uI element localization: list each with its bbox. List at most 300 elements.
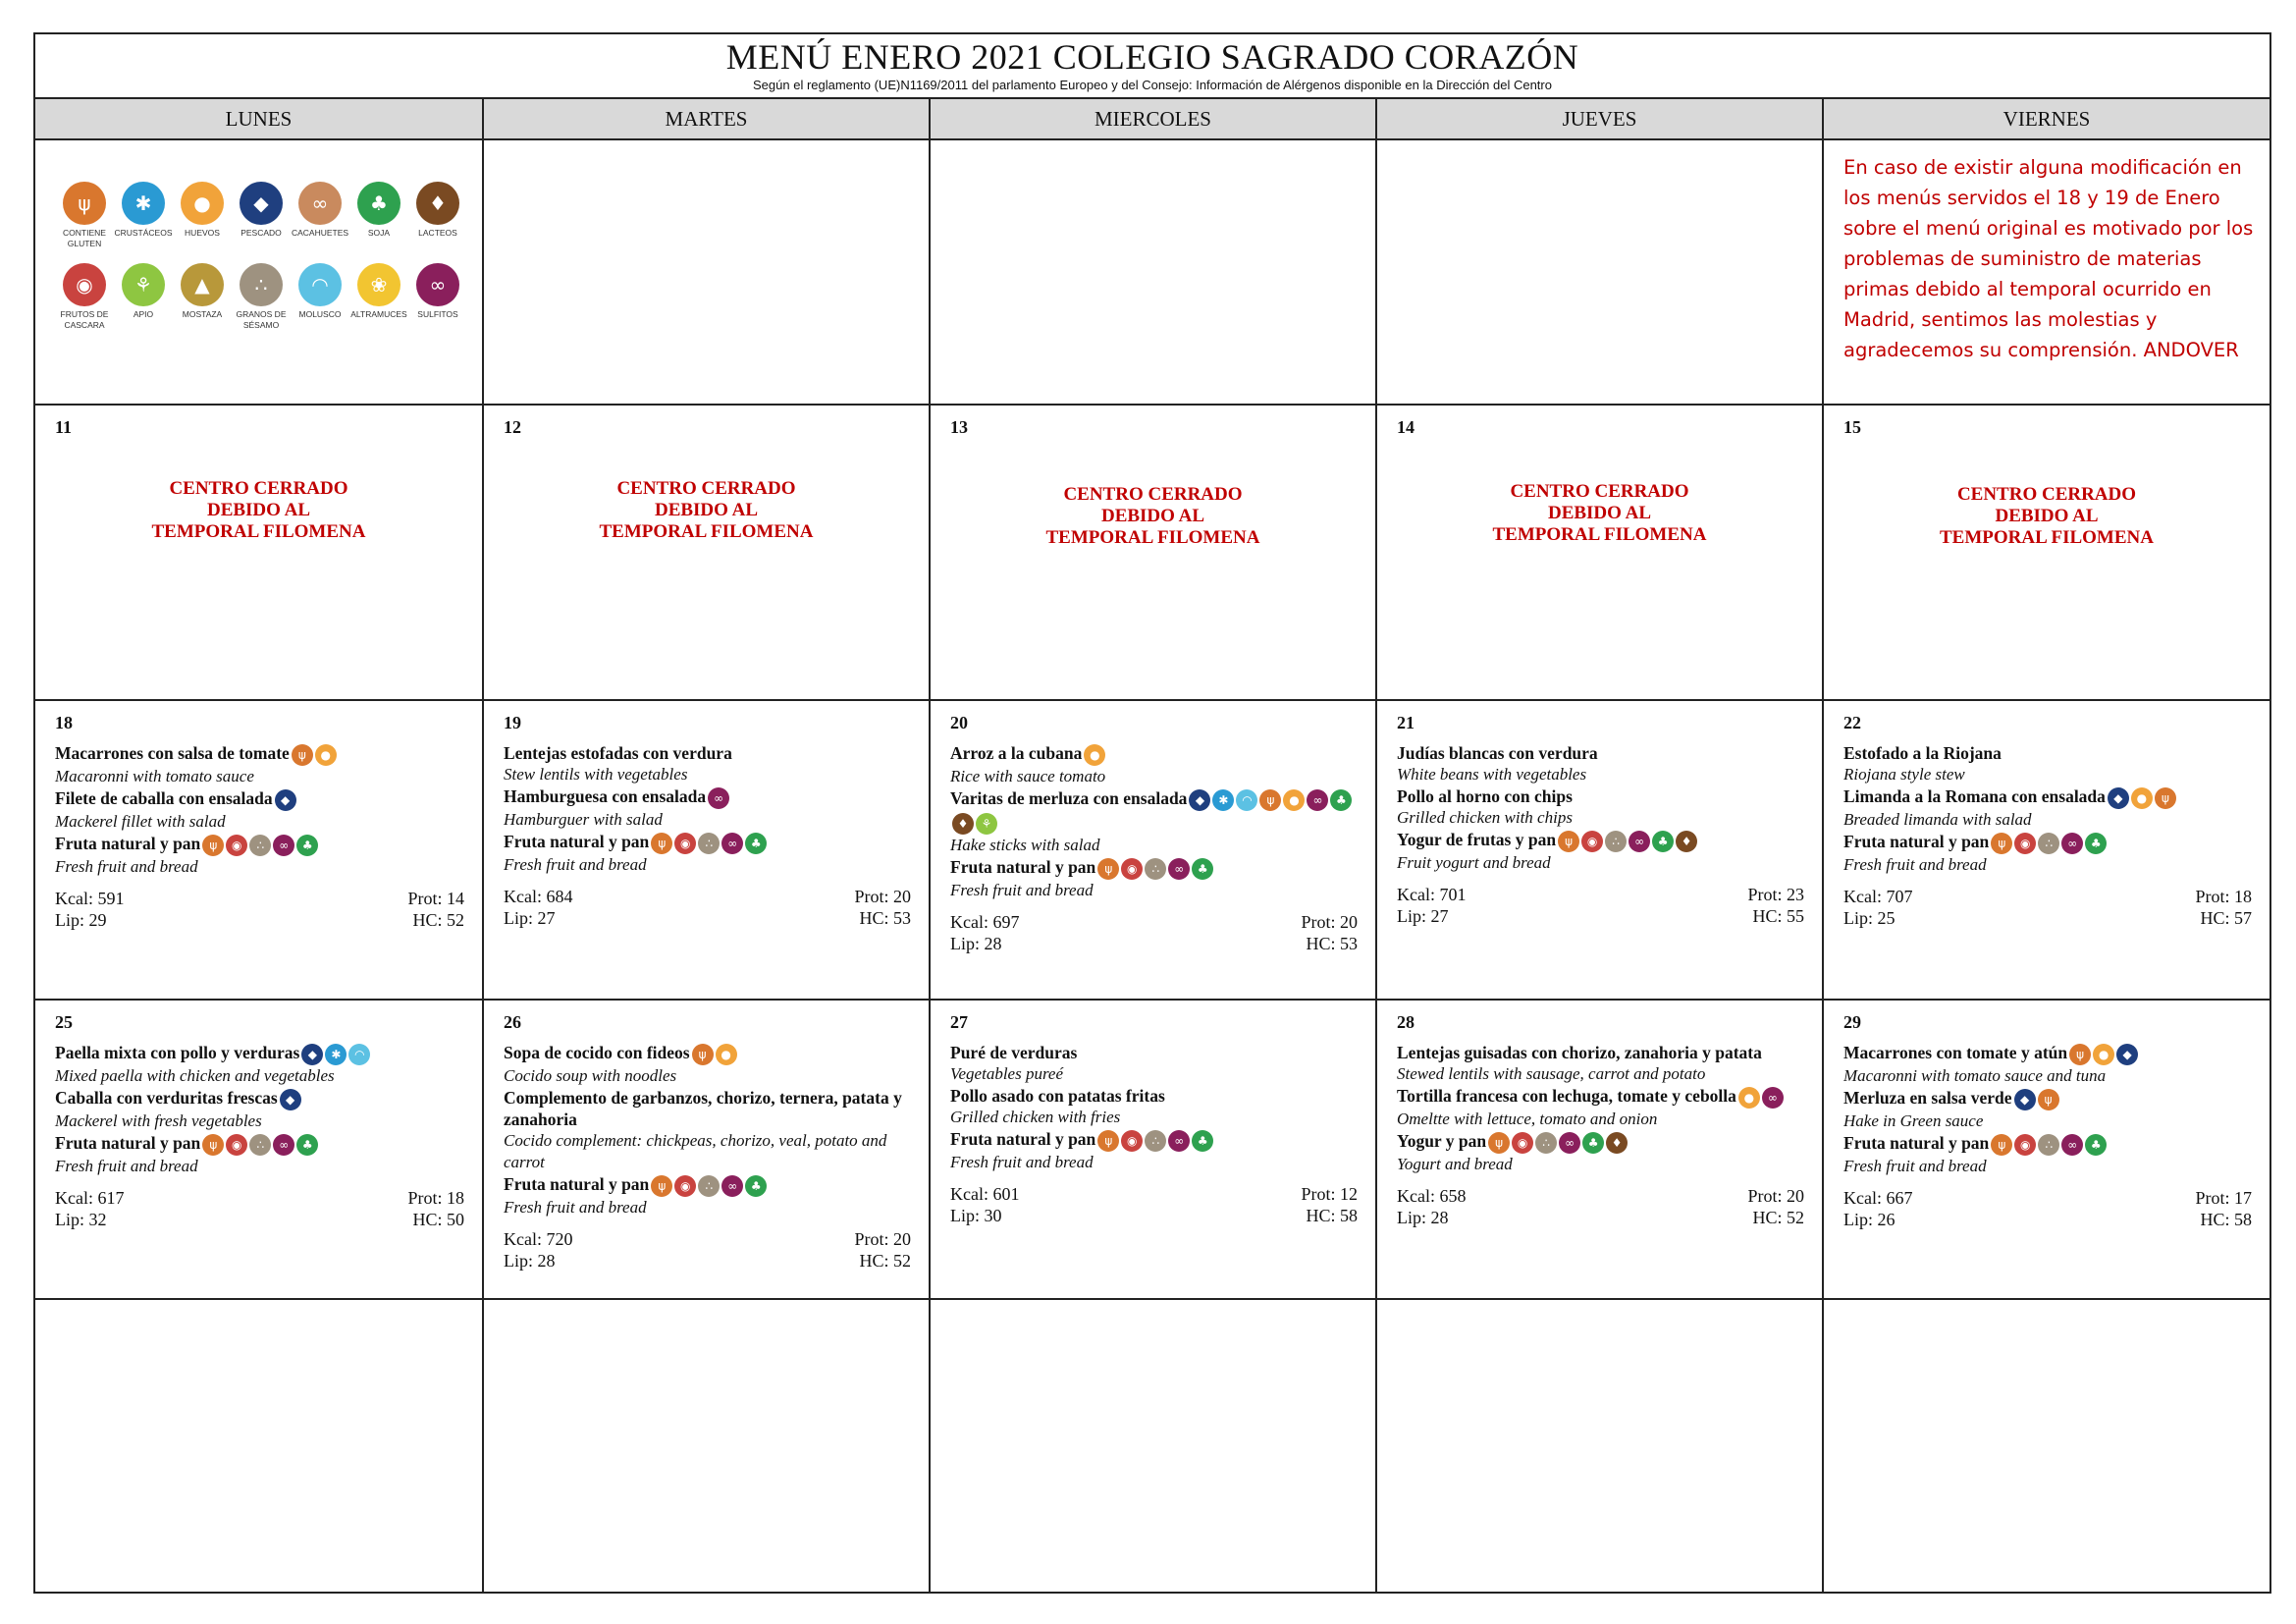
day-cell-closed	[484, 406, 931, 701]
dish-name-text: Sopa de cocido con fideos	[504, 1043, 690, 1062]
lip-value: 32	[88, 1210, 107, 1229]
prot-entry	[1301, 1183, 1358, 1205]
day-menu	[55, 742, 468, 878]
dish-name	[1397, 1130, 1808, 1154]
allergen-sulfitos-icon: ∞	[2061, 833, 2083, 854]
hc-value: 50	[447, 1210, 464, 1229]
nutrition-info	[55, 888, 464, 931]
allergen-frutos-icon: ◉	[1121, 1130, 1143, 1152]
hc-label: HC:	[859, 908, 889, 928]
lip-label: Lip:	[504, 908, 533, 928]
allergen-legend-item	[114, 263, 173, 331]
day-number: 12	[504, 417, 521, 437]
nutrition-row	[1843, 907, 2252, 929]
allergen-frutos-icon: ◉	[1121, 858, 1143, 880]
allergen-soja-icon: ♣	[1582, 1132, 1604, 1154]
prot-label: Prot:	[1747, 1186, 1783, 1206]
hc-value: 57	[2234, 908, 2252, 928]
allergen-legend-label: LACTEOS	[418, 228, 457, 238]
nutrition-row	[1843, 1209, 2252, 1230]
hc-entry	[859, 1250, 911, 1272]
allergen-soja-icon: ♣	[296, 835, 318, 856]
nutrition-row	[950, 933, 1358, 954]
allergen-huevos-icon: ●	[1084, 744, 1105, 766]
lip-entry	[55, 1209, 107, 1230]
nutrition-row	[55, 909, 464, 931]
allergen-huevos-icon: ●	[2131, 787, 2153, 809]
lip-label: Lip:	[1843, 908, 1873, 928]
prot-value: 18	[2234, 887, 2252, 906]
dish-name	[1843, 1087, 2256, 1110]
allergen-frutos-icon: ◉	[1512, 1132, 1533, 1154]
closed-line: TEMPORAL FILOMENA	[1492, 524, 1707, 545]
kcal-entry	[55, 888, 124, 909]
dish-name	[1843, 831, 2256, 854]
prot-label: Prot:	[854, 1229, 889, 1249]
weekday-header-lunes: LUNES	[35, 99, 484, 140]
nutrition-info	[55, 1187, 464, 1230]
dish-name	[1843, 742, 2256, 764]
dish-name	[950, 1085, 1362, 1107]
day-number: 11	[55, 417, 73, 437]
dish-translation: Yogurt and bread	[1397, 1154, 1513, 1173]
allergen-gluten-icon: ψ	[202, 835, 224, 856]
day-number: 21	[1397, 713, 1415, 732]
dish-name	[55, 833, 468, 856]
day-number: 27	[950, 1012, 968, 1032]
dish-name-text: Limanda a la Romana con ensalada	[1843, 786, 2106, 806]
day-number: 28	[1397, 1012, 1415, 1032]
allergen-legend-item	[349, 263, 408, 331]
day-cell	[35, 1001, 484, 1300]
allergen-legend-label: HUEVOS	[185, 228, 220, 238]
kcal-entry	[1397, 884, 1466, 905]
kcal-label: Kcal:	[1397, 885, 1435, 904]
dish-translation: Hake sticks with salad	[950, 835, 1100, 854]
allergen-frutos-icon: ◉	[2014, 1134, 2036, 1156]
nutrition-row	[504, 1228, 911, 1250]
allergen-sesamo-icon: ∴	[2038, 1134, 2059, 1156]
dish-translation: Fresh fruit and bread	[1843, 854, 1987, 874]
allergen-frutos-icon: ◉	[226, 835, 247, 856]
prot-value: 23	[1787, 885, 1804, 904]
dish-name-text: Judías blancas con verdura	[1397, 743, 1598, 763]
eggs-icon: ●	[181, 182, 224, 225]
dish-name-text: Macarrones con salsa de tomate	[55, 743, 290, 763]
allergen-soja-icon: ♣	[745, 1175, 767, 1197]
allergen-sulfitos-icon: ∞	[1307, 789, 1328, 811]
dish-translation: Vegetables pureé	[950, 1064, 1064, 1083]
lip-value: 28	[984, 934, 1002, 953]
lip-entry	[950, 933, 1002, 954]
dish-translation: Fresh fruit and bread	[504, 854, 647, 874]
day-menu	[1843, 742, 2256, 876]
hc-label: HC:	[2200, 908, 2230, 928]
allergen-gluten-icon: ψ	[2038, 1089, 2059, 1110]
dish-translation: Stew lentils with vegetables	[504, 765, 688, 784]
allergen-crustaceos-icon: ✱	[1212, 789, 1234, 811]
supply-notice-cell	[1824, 140, 2269, 406]
dish-translation: Stewed lentils with sausage, carrot and potato	[1397, 1064, 1706, 1083]
lip-value: 27	[1430, 906, 1449, 926]
shell-icon: ◠	[298, 263, 342, 306]
kcal-label: Kcal:	[1843, 887, 1882, 906]
allergen-legend-item	[349, 182, 408, 249]
sulfites-icon: ∞	[416, 263, 459, 306]
hc-label: HC:	[1306, 1206, 1336, 1225]
prot-entry	[1301, 911, 1358, 933]
dish-translation: Fruit yogurt and bread	[1397, 852, 1551, 872]
dish-name	[504, 742, 915, 764]
closed-line: TEMPORAL FILOMENA	[1045, 527, 1260, 548]
dish-name-text: Hamburguesa con ensalada	[504, 786, 707, 806]
allergen-pescado-icon: ◆	[301, 1044, 323, 1065]
nutrition-row	[950, 1205, 1358, 1226]
kcal-value: 591	[97, 889, 125, 908]
prot-label: Prot:	[1747, 885, 1783, 904]
lip-entry	[1397, 905, 1449, 927]
supply-notice: En caso de existir alguna modificación en los menús servidos el 18 y 19 de Enero sobre el menú original es motivado por los problemas de suministro de materias primas debido al temporal ocurrido en Madrid, sentimos las molestias y agradecemos su comprensión. ANDOVER	[1843, 156, 2254, 361]
allergen-frutos-icon: ◉	[674, 1175, 696, 1197]
dish-translation: Fresh fruit and bread	[55, 856, 198, 876]
allergen-gluten-icon: ψ	[1097, 1130, 1119, 1152]
kcal-label: Kcal:	[950, 912, 988, 932]
allergen-soja-icon: ♣	[1330, 789, 1352, 811]
allergen-sesamo-icon: ∴	[249, 835, 271, 856]
kcal-entry	[1843, 886, 1912, 907]
dish-name	[504, 1042, 915, 1065]
kcal-value: 684	[546, 887, 573, 906]
hc-label: HC:	[412, 1210, 443, 1229]
kcal-value: 701	[1439, 885, 1467, 904]
closed-line: CENTRO CERRADO	[1956, 484, 2137, 505]
kcal-label: Kcal:	[504, 887, 542, 906]
allergen-sulfitos-icon: ∞	[273, 835, 294, 856]
allergen-legend-label: SOJA	[367, 228, 391, 238]
allergen-legend-item	[173, 182, 232, 249]
kcal-entry	[504, 886, 572, 907]
allergen-sulfitos-icon: ∞	[1762, 1087, 1784, 1109]
dish-translation: Macaronni with tomato sauce	[55, 766, 254, 785]
dish-name	[950, 856, 1362, 880]
allergen-legend-item	[291, 182, 349, 249]
lip-value: 26	[1877, 1210, 1896, 1229]
prot-label: Prot:	[1301, 1184, 1336, 1204]
allergen-gluten-icon: ψ	[1259, 789, 1281, 811]
nutrition-row	[55, 888, 464, 909]
day-number: 18	[55, 713, 73, 732]
empty-cell	[484, 1300, 931, 1592]
closed-notice	[1824, 484, 2269, 549]
allergen-legend-label: GRANOS DE SÉSAMO	[236, 309, 287, 330]
nutrition-row	[1397, 905, 1804, 927]
allergen-sulfitos-icon: ∞	[1559, 1132, 1580, 1154]
dish-name-text: Fruta natural y pan	[504, 1173, 650, 1194]
dish-translation: Fresh fruit and bread	[504, 1197, 647, 1217]
allergen-legend-item	[173, 263, 232, 331]
kcal-label: Kcal:	[55, 889, 93, 908]
allergen-legend-item	[408, 182, 467, 249]
prot-value: 20	[1340, 912, 1358, 932]
day-number: 19	[504, 713, 521, 732]
allergen-sesamo-icon: ∴	[1145, 858, 1166, 880]
dish-name	[1397, 829, 1808, 852]
dish-translation: Riojana style stew	[1843, 765, 1965, 784]
dish-name	[504, 785, 915, 809]
allergen-pescado-icon: ◆	[2014, 1089, 2036, 1110]
allergen-legend-label: ALTRAMUCES	[350, 309, 407, 319]
closed-line: CENTRO CERRADO	[1063, 484, 1243, 505]
empty-cell	[484, 140, 931, 406]
nutrition-row	[504, 907, 911, 929]
dish-name	[504, 1087, 915, 1130]
allergen-huevos-icon: ●	[2093, 1044, 2114, 1065]
lip-value: 28	[1430, 1208, 1449, 1227]
dish-name-text: Caballa con verduritas frescas	[55, 1087, 278, 1108]
day-cell-closed	[931, 406, 1377, 701]
kcal-label: Kcal:	[504, 1229, 542, 1249]
dish-translation: Rice with sauce tomato	[950, 766, 1106, 785]
allergen-soja-icon: ♣	[2085, 833, 2107, 854]
allergen-sulfitos-icon: ∞	[708, 787, 729, 809]
closed-line: TEMPORAL FILOMENA	[1940, 527, 2154, 548]
prot-value: 14	[447, 889, 464, 908]
allergen-soja-icon: ♣	[2085, 1134, 2107, 1156]
lip-label: Lip:	[950, 1206, 980, 1225]
weekday-header-martes: MARTES	[484, 99, 931, 140]
dish-name-text: Macarrones con tomate y atún	[1843, 1043, 2068, 1062]
kcal-entry	[1843, 1187, 1912, 1209]
nutrition-row	[55, 1187, 464, 1209]
allergen-legend-label: CRUSTÁCEOS	[114, 228, 173, 238]
dish-translation: Fresh fruit and bread	[950, 880, 1094, 899]
mustard-icon: ▲	[181, 263, 224, 306]
empty-cell	[931, 1300, 1377, 1592]
prot-entry	[2195, 886, 2252, 907]
allergen-sulfitos-icon: ∞	[721, 1175, 743, 1197]
kcal-label: Kcal:	[1843, 1188, 1882, 1208]
prot-value: 12	[1340, 1184, 1358, 1204]
allergen-crustaceos-icon: ✱	[325, 1044, 347, 1065]
day-cell	[1377, 1001, 1824, 1300]
weekday-header-jueves: JUEVES	[1377, 99, 1824, 140]
kcal-entry	[55, 1187, 124, 1209]
allergen-sulfitos-icon: ∞	[1168, 858, 1190, 880]
crab-icon: ✱	[122, 182, 165, 225]
dish-name-text: Yogur de frutas y pan	[1397, 830, 1557, 849]
lip-entry	[950, 1205, 1002, 1226]
weekday-header-viernes: VIERNES	[1824, 99, 2269, 140]
lip-label: Lip:	[55, 1210, 84, 1229]
day-cell-closed	[1377, 406, 1824, 701]
nutrition-info	[1843, 886, 2252, 929]
dish-name-text: Fruta natural y pan	[55, 1132, 201, 1153]
dish-translation: Fresh fruit and bread	[950, 1152, 1094, 1171]
dish-name-text: Fruta natural y pan	[55, 833, 201, 853]
lupin-icon: ❀	[357, 263, 400, 306]
lip-label: Lip:	[1397, 906, 1426, 926]
empty-cell	[931, 140, 1377, 406]
allergen-legend-cell	[35, 140, 484, 406]
menu-calendar-grid	[35, 99, 2269, 1592]
lip-value: 30	[984, 1206, 1002, 1225]
closed-line: DEBIDO AL	[1995, 506, 2099, 526]
dish-name-text: Tortilla francesa con lechuga, tomate y cebolla	[1397, 1086, 1736, 1106]
nut-icon: ◉	[63, 263, 106, 306]
lip-entry	[1397, 1207, 1449, 1228]
nutrition-row	[950, 1183, 1358, 1205]
sesame-icon: ∴	[240, 263, 283, 306]
dish-name	[55, 787, 468, 811]
dish-name	[55, 1132, 468, 1156]
nutrition-row	[1397, 1185, 1804, 1207]
day-cell	[484, 701, 931, 1001]
prot-entry	[1747, 1185, 1804, 1207]
allergen-legend-label: PESCADO	[240, 228, 282, 238]
allergen-sulfitos-icon: ∞	[1168, 1130, 1190, 1152]
kcal-entry	[504, 1228, 572, 1250]
kcal-label: Kcal:	[55, 1188, 93, 1208]
dish-name	[55, 742, 468, 766]
kcal-value: 667	[1886, 1188, 1913, 1208]
closed-notice	[931, 484, 1375, 549]
kcal-entry	[950, 1183, 1019, 1205]
day-menu	[55, 1042, 468, 1177]
prot-label: Prot:	[1301, 912, 1336, 932]
closed-line: DEBIDO AL	[1547, 503, 1652, 523]
allergen-huevos-icon: ●	[315, 744, 337, 766]
dish-name-text: Pollo al horno con chips	[1397, 786, 1573, 806]
allergen-sulfitos-icon: ∞	[1629, 831, 1650, 852]
nutrition-info	[1397, 884, 1804, 927]
empty-cell	[1824, 1300, 2269, 1592]
allergen-lacteos-icon: ♦	[1606, 1132, 1628, 1154]
allergen-gluten-icon: ψ	[1991, 1134, 2012, 1156]
allergen-gluten-icon: ψ	[1097, 858, 1119, 880]
allergen-soja-icon: ♣	[1192, 858, 1213, 880]
allergen-soja-icon: ♣	[1652, 831, 1674, 852]
lip-value: 29	[88, 910, 107, 930]
wheat-icon: ψ	[63, 182, 106, 225]
day-menu	[1397, 742, 1808, 874]
prot-label: Prot:	[407, 1188, 443, 1208]
allergen-legend-row	[55, 263, 467, 331]
kcal-label: Kcal:	[1397, 1186, 1435, 1206]
allergen-lacteos-icon: ♦	[952, 813, 974, 835]
allergen-legend-item	[291, 263, 349, 331]
day-menu	[504, 742, 915, 876]
prot-entry	[2195, 1187, 2252, 1209]
allergen-gluten-icon: ψ	[651, 833, 672, 854]
weekday-header-miercoles: MIERCOLES	[931, 99, 1377, 140]
allergen-pescado-icon: ◆	[280, 1089, 301, 1110]
dish-translation: White beans with vegetables	[1397, 765, 1587, 784]
day-number: 20	[950, 713, 968, 732]
allergen-pescado-icon: ◆	[2108, 787, 2129, 809]
dish-name	[1843, 785, 2256, 809]
day-number: 15	[1843, 417, 1861, 437]
lip-label: Lip:	[1397, 1208, 1426, 1227]
lip-value: 25	[1877, 908, 1896, 928]
nutrition-info	[950, 1183, 1358, 1226]
hc-value: 52	[447, 910, 464, 930]
closed-line: TEMPORAL FILOMENA	[599, 521, 814, 542]
allergen-soja-icon: ♣	[745, 833, 767, 854]
day-cell	[484, 1001, 931, 1300]
dish-name	[1397, 742, 1808, 764]
dish-name	[1397, 1085, 1808, 1109]
prot-entry	[1747, 884, 1804, 905]
day-cell-closed	[35, 406, 484, 701]
allergen-soja-icon: ♣	[296, 1134, 318, 1156]
lip-entry	[55, 909, 107, 931]
dish-name	[1843, 1042, 2256, 1065]
allergen-legend-label: FRUTOS DE CASCARA	[60, 309, 109, 330]
dish-name	[1843, 1132, 2256, 1156]
hc-entry	[412, 1209, 464, 1230]
lip-entry	[504, 1250, 556, 1272]
hc-label: HC:	[1306, 934, 1336, 953]
hc-value: 58	[2234, 1210, 2252, 1229]
hc-label: HC:	[2200, 1210, 2230, 1229]
kcal-label: Kcal:	[950, 1184, 988, 1204]
allergen-sesamo-icon: ∴	[2038, 833, 2059, 854]
hc-entry	[859, 907, 911, 929]
prot-entry	[407, 888, 464, 909]
dish-name-text: Arroz a la cubana	[950, 743, 1083, 763]
allergen-gluten-icon: ψ	[692, 1044, 714, 1065]
kcal-value: 707	[1886, 887, 1913, 906]
allergen-frutos-icon: ◉	[674, 833, 696, 854]
celery-icon: ⚘	[122, 263, 165, 306]
allergen-legend-item	[232, 263, 291, 331]
dish-name-text: Varitas de merluza con ensalada	[950, 787, 1188, 808]
allergen-sesamo-icon: ∴	[1605, 831, 1627, 852]
allergen-gluten-icon: ψ	[292, 744, 313, 766]
dish-name	[55, 1042, 468, 1065]
hc-entry	[1306, 933, 1358, 954]
prot-value: 20	[893, 887, 911, 906]
allergen-legend-item	[114, 182, 173, 249]
allergen-molusco-icon: ◠	[1236, 789, 1257, 811]
peanut-icon: ∞	[298, 182, 342, 225]
fish-icon: ◆	[240, 182, 283, 225]
menu-sheet	[33, 32, 2271, 1594]
allergen-legend-item	[408, 263, 467, 331]
allergen-sesamo-icon: ∴	[1535, 1132, 1557, 1154]
dish-name-text: Fruta natural y pan	[1843, 831, 1990, 851]
allergen-legend-item	[55, 263, 114, 331]
dish-translation: Grilled chicken with fries	[950, 1108, 1121, 1126]
dish-name-text: Fruta natural y pan	[504, 831, 650, 851]
dish-name	[950, 742, 1362, 766]
allergen-molusco-icon: ◠	[348, 1044, 370, 1065]
hc-value: 53	[893, 908, 911, 928]
closed-line: TEMPORAL FILOMENA	[151, 521, 366, 542]
dish-translation: Fresh fruit and bread	[55, 1156, 198, 1175]
allergen-gluten-icon: ψ	[1991, 833, 2012, 854]
day-cell	[1824, 701, 2269, 1001]
allergen-gluten-icon: ψ	[651, 1175, 672, 1197]
day-menu	[1397, 1042, 1808, 1175]
prot-label: Prot:	[854, 887, 889, 906]
nutrition-row	[1843, 1187, 2252, 1209]
hc-label: HC:	[859, 1251, 889, 1271]
hc-entry	[1752, 1207, 1804, 1228]
prot-entry	[854, 1228, 911, 1250]
dish-name	[1397, 785, 1808, 807]
dish-name-text: Fruta natural y pan	[950, 1129, 1096, 1149]
